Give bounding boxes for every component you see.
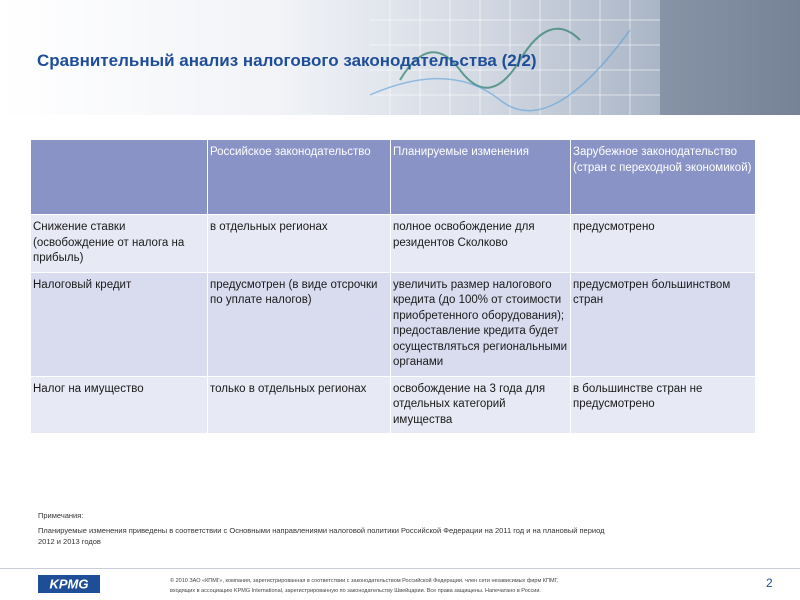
cell-russian: в отдельных регионах bbox=[208, 215, 391, 273]
notes-title: Примечания: bbox=[38, 511, 84, 520]
page-number: 2 bbox=[766, 576, 773, 590]
cell-foreign: предусмотрен большинством стран bbox=[571, 272, 756, 376]
cell-foreign: в большинстве стран не предусмотрено bbox=[571, 376, 756, 434]
cell-russian: только в отдельных регионах bbox=[208, 376, 391, 434]
kpmg-logo bbox=[38, 575, 100, 593]
cell-russian: предусмотрен (в виде отсрочки по уплате налогов) bbox=[208, 272, 391, 376]
table-row bbox=[31, 376, 756, 434]
comparison-table bbox=[30, 139, 756, 434]
row-criterion: Налоговый кредит bbox=[31, 272, 208, 376]
table-header-row bbox=[31, 140, 756, 215]
cell-planned: увеличить размер налогового кредита (до 100% от стоимости приобретенного оборудования); предоставление кредита будет осуществляться региональными органами bbox=[391, 272, 571, 376]
notes bbox=[38, 510, 608, 547]
table-row bbox=[31, 215, 756, 273]
page-title: Сравнительный анализ налогового законодательства (2/2) bbox=[37, 51, 537, 70]
copyright-text bbox=[170, 576, 670, 596]
row-criterion: Снижение ставки (освобождение от налога на прибыль) bbox=[31, 215, 208, 273]
header-russian-law: Российское законодательство bbox=[208, 140, 391, 215]
footer-divider bbox=[0, 568, 800, 569]
header-foreign-law: Зарубежное законодательство (стран с переходной экономикой) bbox=[571, 140, 756, 215]
cell-planned: полное освобождение для резидентов Сколково bbox=[391, 215, 571, 273]
table-row bbox=[31, 272, 756, 376]
copyright-line-1: © 2010 ЗАО «КПМГ», компания, зарегистрированная в соответствии с законодательством Российской Федерации, член сети независимых фирм КПМГ, bbox=[170, 578, 559, 584]
notes-body: Планируемые изменения приведены в соответствии с Основными направлениями налоговой политики Российской Федерации на 2011 год и на плановый период 2012 и 2013 годов bbox=[38, 526, 605, 546]
cell-foreign: предусмотрено bbox=[571, 215, 756, 273]
cell-planned: освобождение на 3 года для отдельных категорий имущества bbox=[391, 376, 571, 434]
header-cell-empty bbox=[31, 140, 208, 215]
copyright-line-2: входящих в ассоциацию KPMG International, зарегистрированную по законодательству Швейцарии. Все права защищены. Напечатано в России. bbox=[170, 588, 541, 594]
logo-text: KPMG bbox=[49, 576, 89, 592]
row-criterion: Налог на имущество bbox=[31, 376, 208, 434]
header-planned-changes: Планируемые изменения bbox=[391, 140, 571, 215]
